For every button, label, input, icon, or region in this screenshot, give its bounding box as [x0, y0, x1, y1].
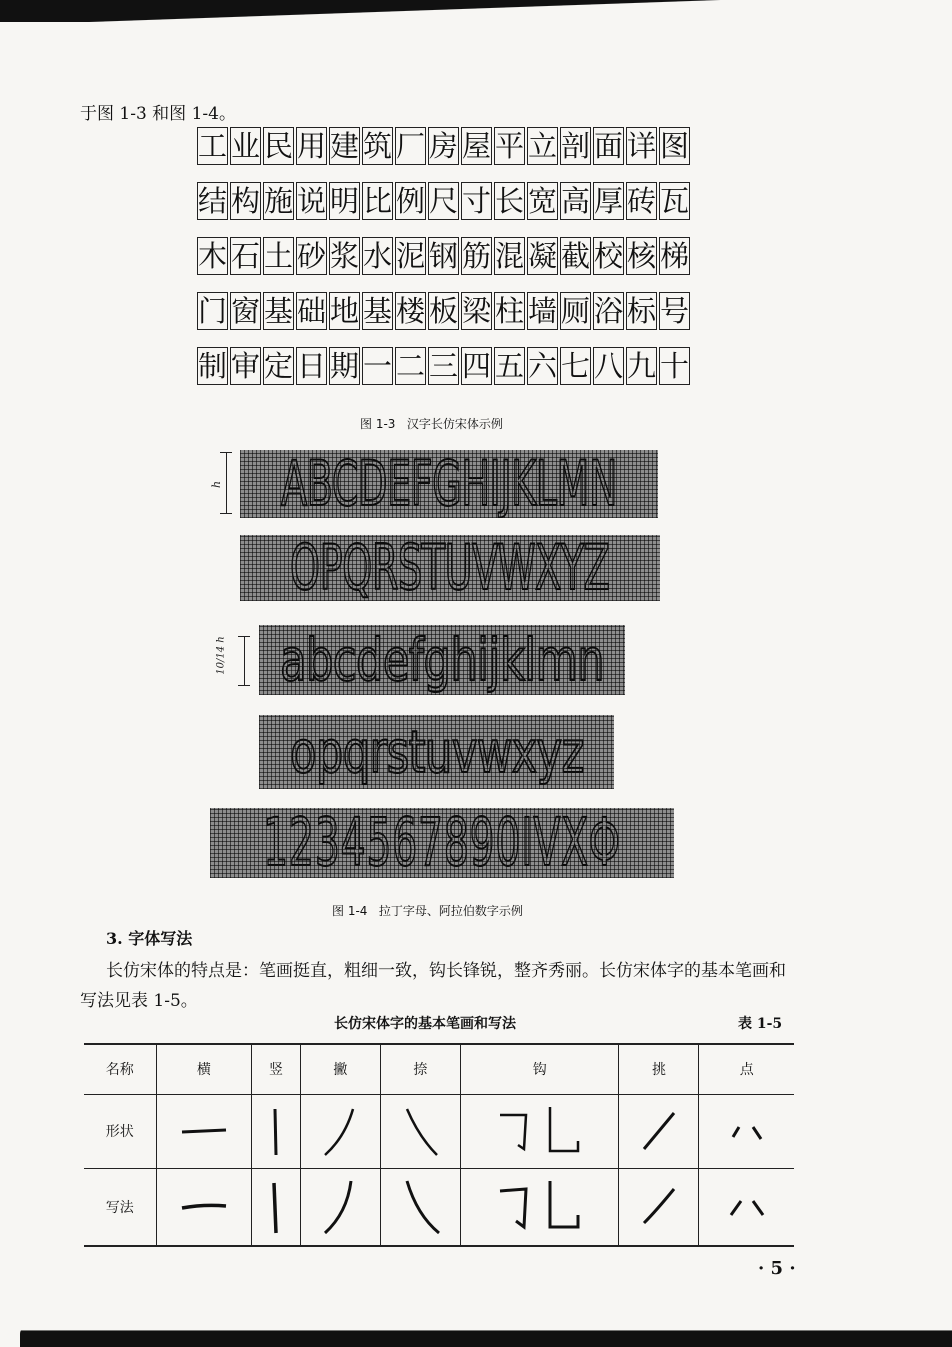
latin-uppercase-line-1: ABCDEFGHIJKLMN: [280, 450, 618, 518]
page-number: · 5 ·: [758, 1258, 796, 1279]
hanzi-cell: 面: [593, 127, 624, 165]
pie-writing-icon: [315, 1175, 365, 1239]
latin-lowercase-block-2: [259, 715, 614, 789]
scan-edge-bottom: [20, 1326, 952, 1347]
hanzi-cell: 基: [362, 292, 393, 330]
hanzi-cell: 础: [296, 292, 327, 330]
pie-shape-cell: [300, 1094, 380, 1168]
table-number: 表 1-5: [738, 1016, 783, 1032]
figure-1-3-caption: 图 1-3 汉字长仿宋体示例: [360, 417, 503, 431]
hanzi-cell: 基: [263, 292, 294, 330]
dim-label-fraction: 10/14 h: [215, 636, 227, 675]
shu-shape-cell: [252, 1094, 301, 1168]
hanzi-cell: 高: [560, 182, 591, 220]
hanzi-cell: 例: [395, 182, 426, 220]
tiao-writing-cell: [619, 1168, 699, 1246]
hanzi-cell: 日: [296, 347, 327, 385]
hanzi-cell: 屋: [461, 127, 492, 165]
heng-shape-cell: [156, 1094, 252, 1168]
dim-tick-top: [220, 452, 232, 453]
hanzi-cell: 混: [494, 237, 525, 275]
table-row-shape: [84, 1094, 794, 1168]
hanzi-cell: 柱: [494, 292, 525, 330]
na-stroke-icon: [395, 1101, 445, 1161]
hanzi-cell: 结: [197, 182, 228, 220]
header-cell: 撇: [300, 1044, 380, 1094]
hanzi-cell: 立: [527, 127, 558, 165]
hanzi-cell: 筑: [362, 127, 393, 165]
hanzi-cell: 建: [329, 127, 360, 165]
hanzi-cell: 浴: [593, 292, 624, 330]
hanzi-cell: 平: [494, 127, 525, 165]
header-cell: 竖: [252, 1044, 301, 1094]
hanzi-cell: 九: [626, 347, 657, 385]
gou-shape-cell: [460, 1094, 619, 1168]
hanzi-cell: 审: [230, 347, 261, 385]
hanzi-cell: 尺: [428, 182, 459, 220]
latin-uppercase-block-1: [240, 450, 658, 518]
header-cell: 名称: [84, 1044, 156, 1094]
heng-writing-icon: [174, 1192, 234, 1222]
table-header-row: [84, 1044, 794, 1094]
hanzi-cell: 梯: [659, 237, 690, 275]
hanzi-cell: 截: [560, 237, 591, 275]
hanzi-cell: 剖: [560, 127, 591, 165]
header-cell: 钩: [460, 1044, 619, 1094]
latin-lowercase-block-1: [259, 625, 625, 695]
header-cell: 捺: [380, 1044, 460, 1094]
hanzi-cell: 六: [527, 347, 558, 385]
hanzi-row: [197, 237, 689, 275]
hanzi-cell: 石: [230, 237, 261, 275]
pie-writing-cell: [300, 1168, 380, 1246]
hanzi-cell: 七: [560, 347, 591, 385]
gou-writing-cell: [460, 1168, 619, 1246]
hanzi-cell: 墙: [527, 292, 558, 330]
hanzi-cell: 水: [362, 237, 393, 275]
paragraph-line-2: 写法见表 1-5。: [80, 991, 198, 1011]
gou-stroke-icon: [490, 1101, 590, 1161]
hanzi-cell: 厂: [395, 127, 426, 165]
hanzi-cell: 说: [296, 182, 327, 220]
hanzi-cell: 寸: [461, 182, 492, 220]
intro-text: 于图 1-3 和图 1-4。: [80, 104, 236, 124]
hanzi-grid: [197, 127, 689, 402]
tiao-writing-icon: [634, 1177, 684, 1237]
hanzi-cell: 地: [329, 292, 360, 330]
heng-stroke-icon: [174, 1116, 234, 1146]
dian-stroke-icon: [717, 1101, 777, 1161]
hanzi-cell: 筋: [461, 237, 492, 275]
latin-lowercase-line-2: opqrstuvwxyz: [289, 718, 584, 786]
dian-writing-cell: [699, 1168, 794, 1246]
shu-writing-cell: [252, 1168, 301, 1246]
header-cell: 挑: [619, 1044, 699, 1094]
digits-block: [210, 808, 674, 878]
hanzi-row: [197, 292, 689, 330]
hanzi-cell: 砖: [626, 182, 657, 220]
dim-tick-bottom: [220, 513, 232, 514]
dian-shape-cell: [699, 1094, 794, 1168]
hanzi-cell: 期: [329, 347, 360, 385]
hanzi-cell: 定: [263, 347, 294, 385]
digits-line: 1234567890IVXΦ: [263, 808, 621, 878]
dim-line-frac: [244, 636, 245, 686]
section-heading: 3. 字体写法: [106, 929, 193, 948]
hanzi-cell: 十: [659, 347, 690, 385]
hanzi-cell: 民: [263, 127, 294, 165]
hanzi-cell: 一: [362, 347, 393, 385]
shu-stroke-icon: [261, 1101, 291, 1161]
hanzi-cell: 板: [428, 292, 459, 330]
hanzi-cell: 三: [428, 347, 459, 385]
pie-stroke-icon: [315, 1101, 365, 1161]
hanzi-cell: 窗: [230, 292, 261, 330]
heng-writing-cell: [156, 1168, 252, 1246]
hanzi-cell: 标: [626, 292, 657, 330]
gou-writing-icon: [490, 1175, 590, 1239]
scan-edge-top: [0, 0, 952, 22]
hanzi-cell: 梁: [461, 292, 492, 330]
table-title: 长仿宋体字的基本笔画和写法: [334, 1016, 516, 1032]
hanzi-cell: 详: [626, 127, 657, 165]
table-row-writing: [84, 1168, 794, 1246]
hanzi-cell: 门: [197, 292, 228, 330]
tiao-stroke-icon: [634, 1101, 684, 1161]
hanzi-cell: 图: [659, 127, 690, 165]
hanzi-cell: 业: [230, 127, 261, 165]
hanzi-row: [197, 347, 689, 385]
hanzi-cell: 厕: [560, 292, 591, 330]
latin-lowercase-line-1: abcdefghijklmn: [280, 626, 604, 694]
na-writing-icon: [395, 1175, 445, 1239]
hanzi-row: [197, 182, 689, 220]
hanzi-cell: 校: [593, 237, 624, 275]
row-label-writing: 写法: [84, 1168, 156, 1246]
hanzi-cell: 八: [593, 347, 624, 385]
latin-uppercase-line-2: OPQRSTUVWXYZ: [290, 535, 610, 601]
hanzi-cell: 木: [197, 237, 228, 275]
header-cell: 点: [699, 1044, 794, 1094]
hanzi-cell: 施: [263, 182, 294, 220]
shu-writing-icon: [261, 1177, 291, 1237]
dim-tick-frac-bottom: [238, 685, 250, 686]
hanzi-cell: 构: [230, 182, 261, 220]
hanzi-cell: 用: [296, 127, 327, 165]
hanzi-cell: 五: [494, 347, 525, 385]
hanzi-cell: 凝: [527, 237, 558, 275]
dim-line-h: [226, 452, 227, 514]
na-writing-cell: [380, 1168, 460, 1246]
hanzi-cell: 砂: [296, 237, 327, 275]
paragraph-line-1: 长仿宋体的特点是：笔画挺直，粗细一致，钩长锋锐，整齐秀丽。长仿宋体字的基本笔画和: [106, 961, 786, 981]
dim-tick-frac-top: [238, 636, 250, 637]
hanzi-row: [197, 127, 689, 165]
latin-uppercase-block-2: [240, 535, 660, 601]
row-label-shape: 形状: [84, 1094, 156, 1168]
hanzi-cell: 泥: [395, 237, 426, 275]
strokes-table: [84, 1043, 794, 1247]
dim-label-h: h: [210, 480, 224, 489]
hanzi-cell: 号: [659, 292, 690, 330]
hanzi-cell: 浆: [329, 237, 360, 275]
hanzi-cell: 瓦: [659, 182, 690, 220]
hanzi-cell: 四: [461, 347, 492, 385]
hanzi-cell: 钢: [428, 237, 459, 275]
hanzi-cell: 房: [428, 127, 459, 165]
tiao-shape-cell: [619, 1094, 699, 1168]
hanzi-cell: 二: [395, 347, 426, 385]
hanzi-cell: 楼: [395, 292, 426, 330]
header-cell: 横: [156, 1044, 252, 1094]
hanzi-cell: 厚: [593, 182, 624, 220]
hanzi-cell: 工: [197, 127, 228, 165]
hanzi-cell: 宽: [527, 182, 558, 220]
hanzi-cell: 比: [362, 182, 393, 220]
hanzi-cell: 制: [197, 347, 228, 385]
hanzi-cell: 明: [329, 182, 360, 220]
hanzi-cell: 长: [494, 182, 525, 220]
na-shape-cell: [380, 1094, 460, 1168]
hanzi-cell: 核: [626, 237, 657, 275]
figure-1-4-caption: 图 1-4 拉丁字母、阿拉伯数字示例: [332, 904, 523, 918]
hanzi-cell: 土: [263, 237, 294, 275]
dian-writing-icon: [717, 1177, 777, 1237]
